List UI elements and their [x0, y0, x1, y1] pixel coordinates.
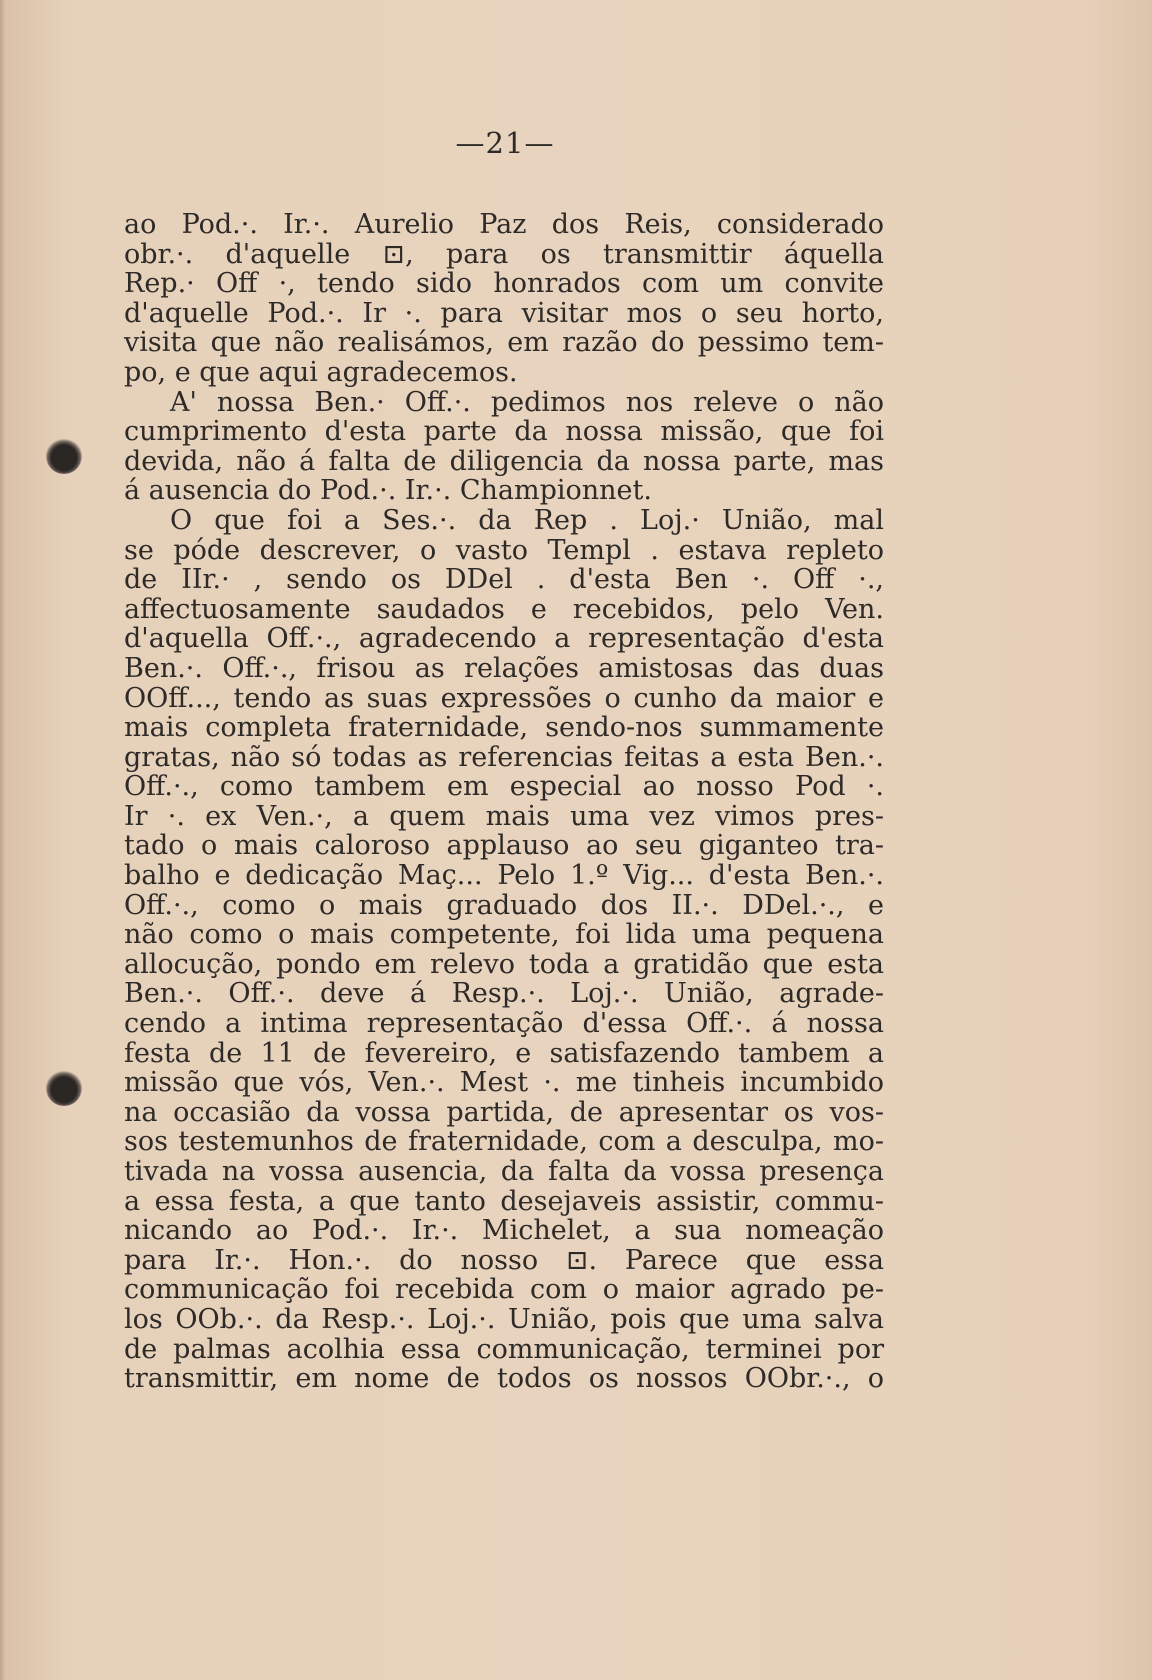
- body-text: [124, 210, 884, 1394]
- text-line: visita que não realisámos, em razão do pessimo tem-: [124, 327, 884, 359]
- text-line: de palmas acolhia essa communicação, terminei por: [124, 1333, 884, 1365]
- text-line: gratas, não só todas as referencias feitas a esta Ben.·.: [124, 741, 884, 773]
- text-line: festa de 11 de fevereiro, e satisfazendo tambem a: [124, 1037, 884, 1069]
- text-line: á ausencia do Pod.·. Ir.·. Championnet.: [124, 475, 652, 507]
- text-line: transmittir, em nome de todos os nossos OObr.·., o: [124, 1363, 884, 1395]
- text-line: se póde descrever, o vasto Templ . estava repleto: [124, 534, 884, 566]
- text-line: affectuosamente saudados e recebidos, pelo Ven.: [124, 593, 884, 625]
- text-line: O que foi a Ses.·. da Rep . Loj.· União, mal: [170, 504, 884, 536]
- text-line: ao Pod.·. Ir.·. Aurelio Paz dos Reis, considerado: [124, 209, 884, 240]
- text-line: a essa festa, a que tanto desejaveis assistir, commu-: [124, 1185, 884, 1217]
- text-line: obr.·. d'aquelle ⊡, para os transmittir áquella: [124, 238, 884, 270]
- text-line: tivada na vossa ausencia, da falta da vossa presença: [124, 1156, 884, 1187]
- text-line: missão que vós, Ven.·. Mest ·. me tinheis incumbido: [124, 1067, 884, 1099]
- text-line: devida, não á falta de diligencia da nossa parte, mas: [124, 445, 884, 477]
- text-line: Ir ·. ex Ven.·, a quem mais uma vez vimos pres-: [124, 800, 884, 832]
- text-line: tado o mais caloroso applauso ao seu giganteo tra-: [124, 830, 884, 862]
- punch-hole-icon: [46, 438, 82, 474]
- text-line: Off.·., como tambem em especial ao nosso Pod ·.: [124, 771, 884, 803]
- binding-edge: [0, 0, 6, 1680]
- text-line: A' nossa Ben.· Off.·. pedimos nos releve o não: [170, 386, 884, 418]
- text-line: nicando ao Pod.·. Ir.·. Michelet, a sua nomeação: [124, 1215, 884, 1247]
- text-line: não como o mais competente, foi lida uma pequena: [124, 919, 884, 951]
- text-line: allocução, pondo em relevo toda a gratidão que esta: [124, 948, 884, 980]
- text-line: communicação foi recebida com o maior agrado pe-: [124, 1274, 884, 1306]
- text-line: d'aquella Off.·., agradecendo a representação d'esta: [124, 623, 884, 655]
- text-line: balho e dedicação Maç... Pelo 1.º Vig... d'esta Ben.·.: [124, 860, 884, 892]
- text-line: po, e que aqui agradecemos.: [124, 356, 518, 388]
- text-line: na occasião da vossa partida, de apresentar os vos-: [124, 1096, 884, 1128]
- text-line: cumprimento d'esta parte da nossa missão, que foi: [124, 416, 884, 448]
- text-line: cendo a intima representação d'essa Off.·. á nossa: [124, 1008, 884, 1040]
- text-line: sos testemunhos de fraternidade, com a desculpa, mo-: [124, 1126, 884, 1158]
- text-line: OOff..., tendo as suas expressões o cunho da maior e: [124, 682, 884, 714]
- text-line: Ben.·. Off.·., frisou as relações amistosas das duas: [124, 652, 884, 684]
- text-line: Off.·., como o mais graduado dos II.·. DDel.·., e: [124, 889, 884, 921]
- text-line: Rep.· Off ·, tendo sido honrados com um convite: [124, 268, 884, 300]
- text-line: para Ir.·. Hon.·. do nosso ⊡. Parece que essa: [124, 1244, 884, 1276]
- text-line: Ben.·. Off.·. deve á Resp.·. Loj.·. União, agrade-: [124, 978, 884, 1010]
- text-line: d'aquelle Pod.·. Ir ·. para visitar mos o seu horto,: [124, 297, 884, 329]
- page-number: —21—: [455, 126, 555, 160]
- text-line: de IIr.· , sendo os DDel . d'esta Ben ·. Off ·.,: [124, 564, 884, 596]
- text-line: mais completa fraternidade, sendo-nos summamente: [124, 712, 884, 744]
- punch-hole-icon: [46, 1070, 82, 1106]
- text-line: los OOb.·. da Resp.·. Loj.·. União, pois que uma salva: [124, 1303, 884, 1335]
